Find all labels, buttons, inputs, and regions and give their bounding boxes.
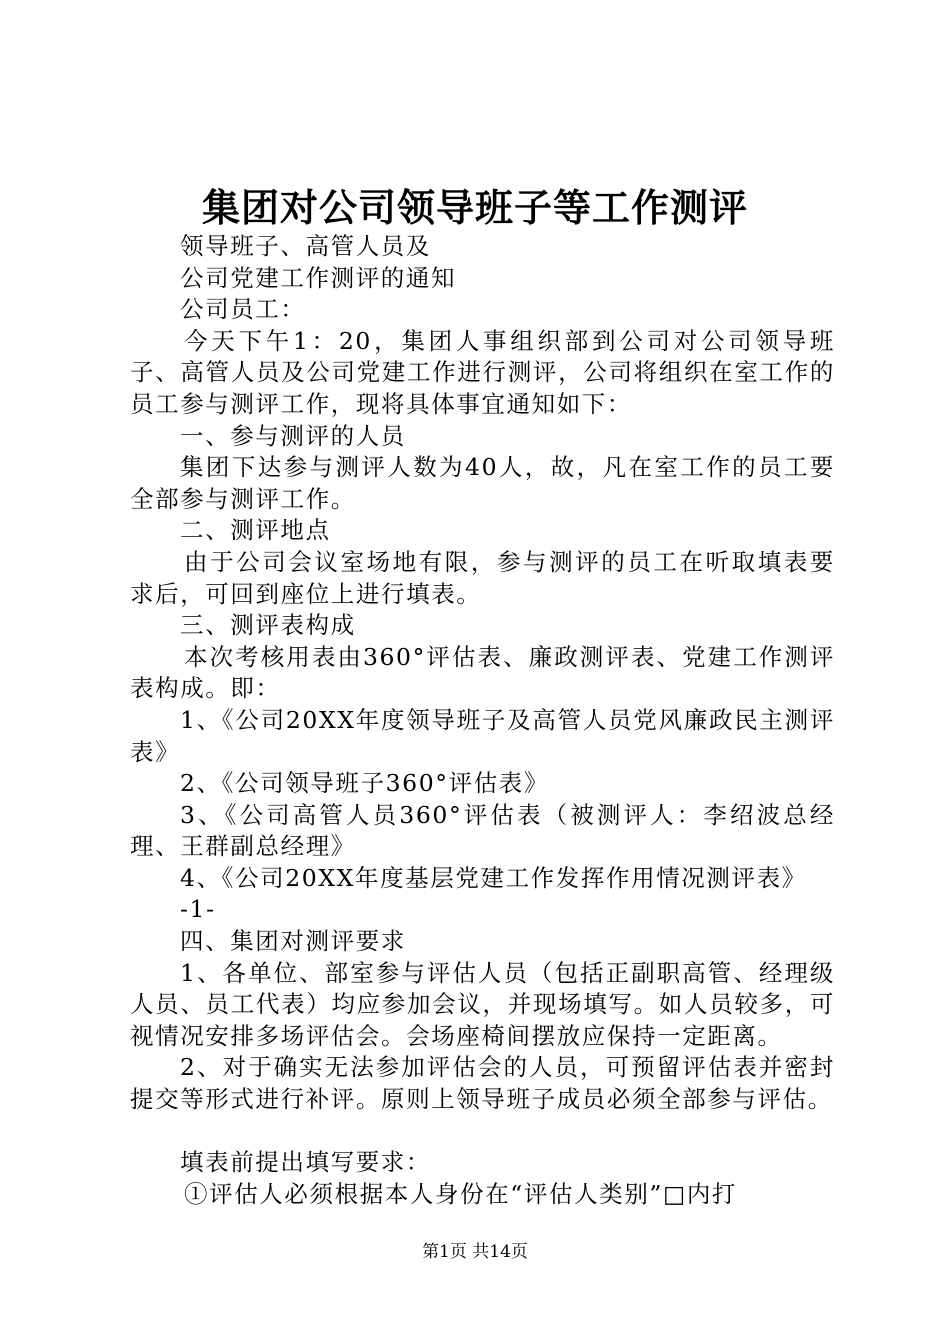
paragraph-salutation: 公司员工： (180, 295, 306, 324)
section-heading-1: 一、参与测评的人员 (180, 421, 406, 450)
paragraph-location: 由于公司会议室场地有限，参与测评的员工在听取填表要求后，可回到座位上进行填表。 (130, 547, 835, 608)
section-heading-4: 四、集团对测评要求 (180, 927, 406, 956)
list-item-form-3: 3、《公司高管人员360°评估表（被测评人：李绍波总经理、王群副总经理》 (130, 800, 835, 861)
paragraph-requirement-2: 2、对于确实无法参加评估会的人员，可预留评估表并密封提交等形式进行补评。原则上领导班子成员必须全部参与评估。 (130, 1053, 835, 1114)
document-title: 集团对公司领导班子等工作测评 (201, 185, 748, 230)
section-heading-3: 三、测评表构成 (180, 611, 356, 640)
list-item-form-1: 1、《公司20XX年度领导班子及高管人员党风廉政民主测评表》 (130, 705, 835, 766)
document-body (130, 231, 835, 1210)
list-item-form-2: 2、《公司领导班子360°评估表》 (180, 769, 550, 798)
paragraph-participants: 集团下达参与测评人数为40人，故，凡在室工作的员工要全部参与测评工作。 (130, 453, 835, 513)
paragraph-subtitle-1: 领导班子、高管人员及 (180, 232, 431, 260)
list-item-form-4: 4、《公司20XX年度基层党建工作发挥作用情况测评表》 (180, 863, 807, 892)
paragraph-intro: 今天下午1：20，集团人事组织部到公司对公司领导班子、高管人员及公司党建工作进行测评，公司将组织在室工作的员工参与测评工作，现将具体事宜通知如下： (130, 326, 835, 418)
inline-page-marker: -1- (180, 895, 216, 924)
paragraph-forms-intro: 本次考核用表由360°评估表、廉政测评表、党建工作测评表构成。即： (130, 642, 835, 703)
paragraph-requirement-1: 1、各单位、部室参与评估人员（包括正副职高管、经理级人员、员工代表）均应参加会议，并现场填写。如人员较多，可视情况安排多场评估会。会场座椅间摆放应保持一定距离。 (130, 958, 835, 1050)
paragraph-fill-item-1: ①评估人必须根据本人身份在“评估人类别”□内打 (184, 1179, 738, 1208)
paragraph-spacer (130, 1116, 835, 1148)
paragraph-subtitle-2: 公司党建工作测评的通知 (180, 263, 457, 292)
page-footer: 第1页 共14页 (422, 1242, 528, 1262)
section-heading-2: 二、测评地点 (180, 516, 331, 545)
paragraph-fill-requirements: 填表前提出填写要求： (180, 1148, 431, 1177)
